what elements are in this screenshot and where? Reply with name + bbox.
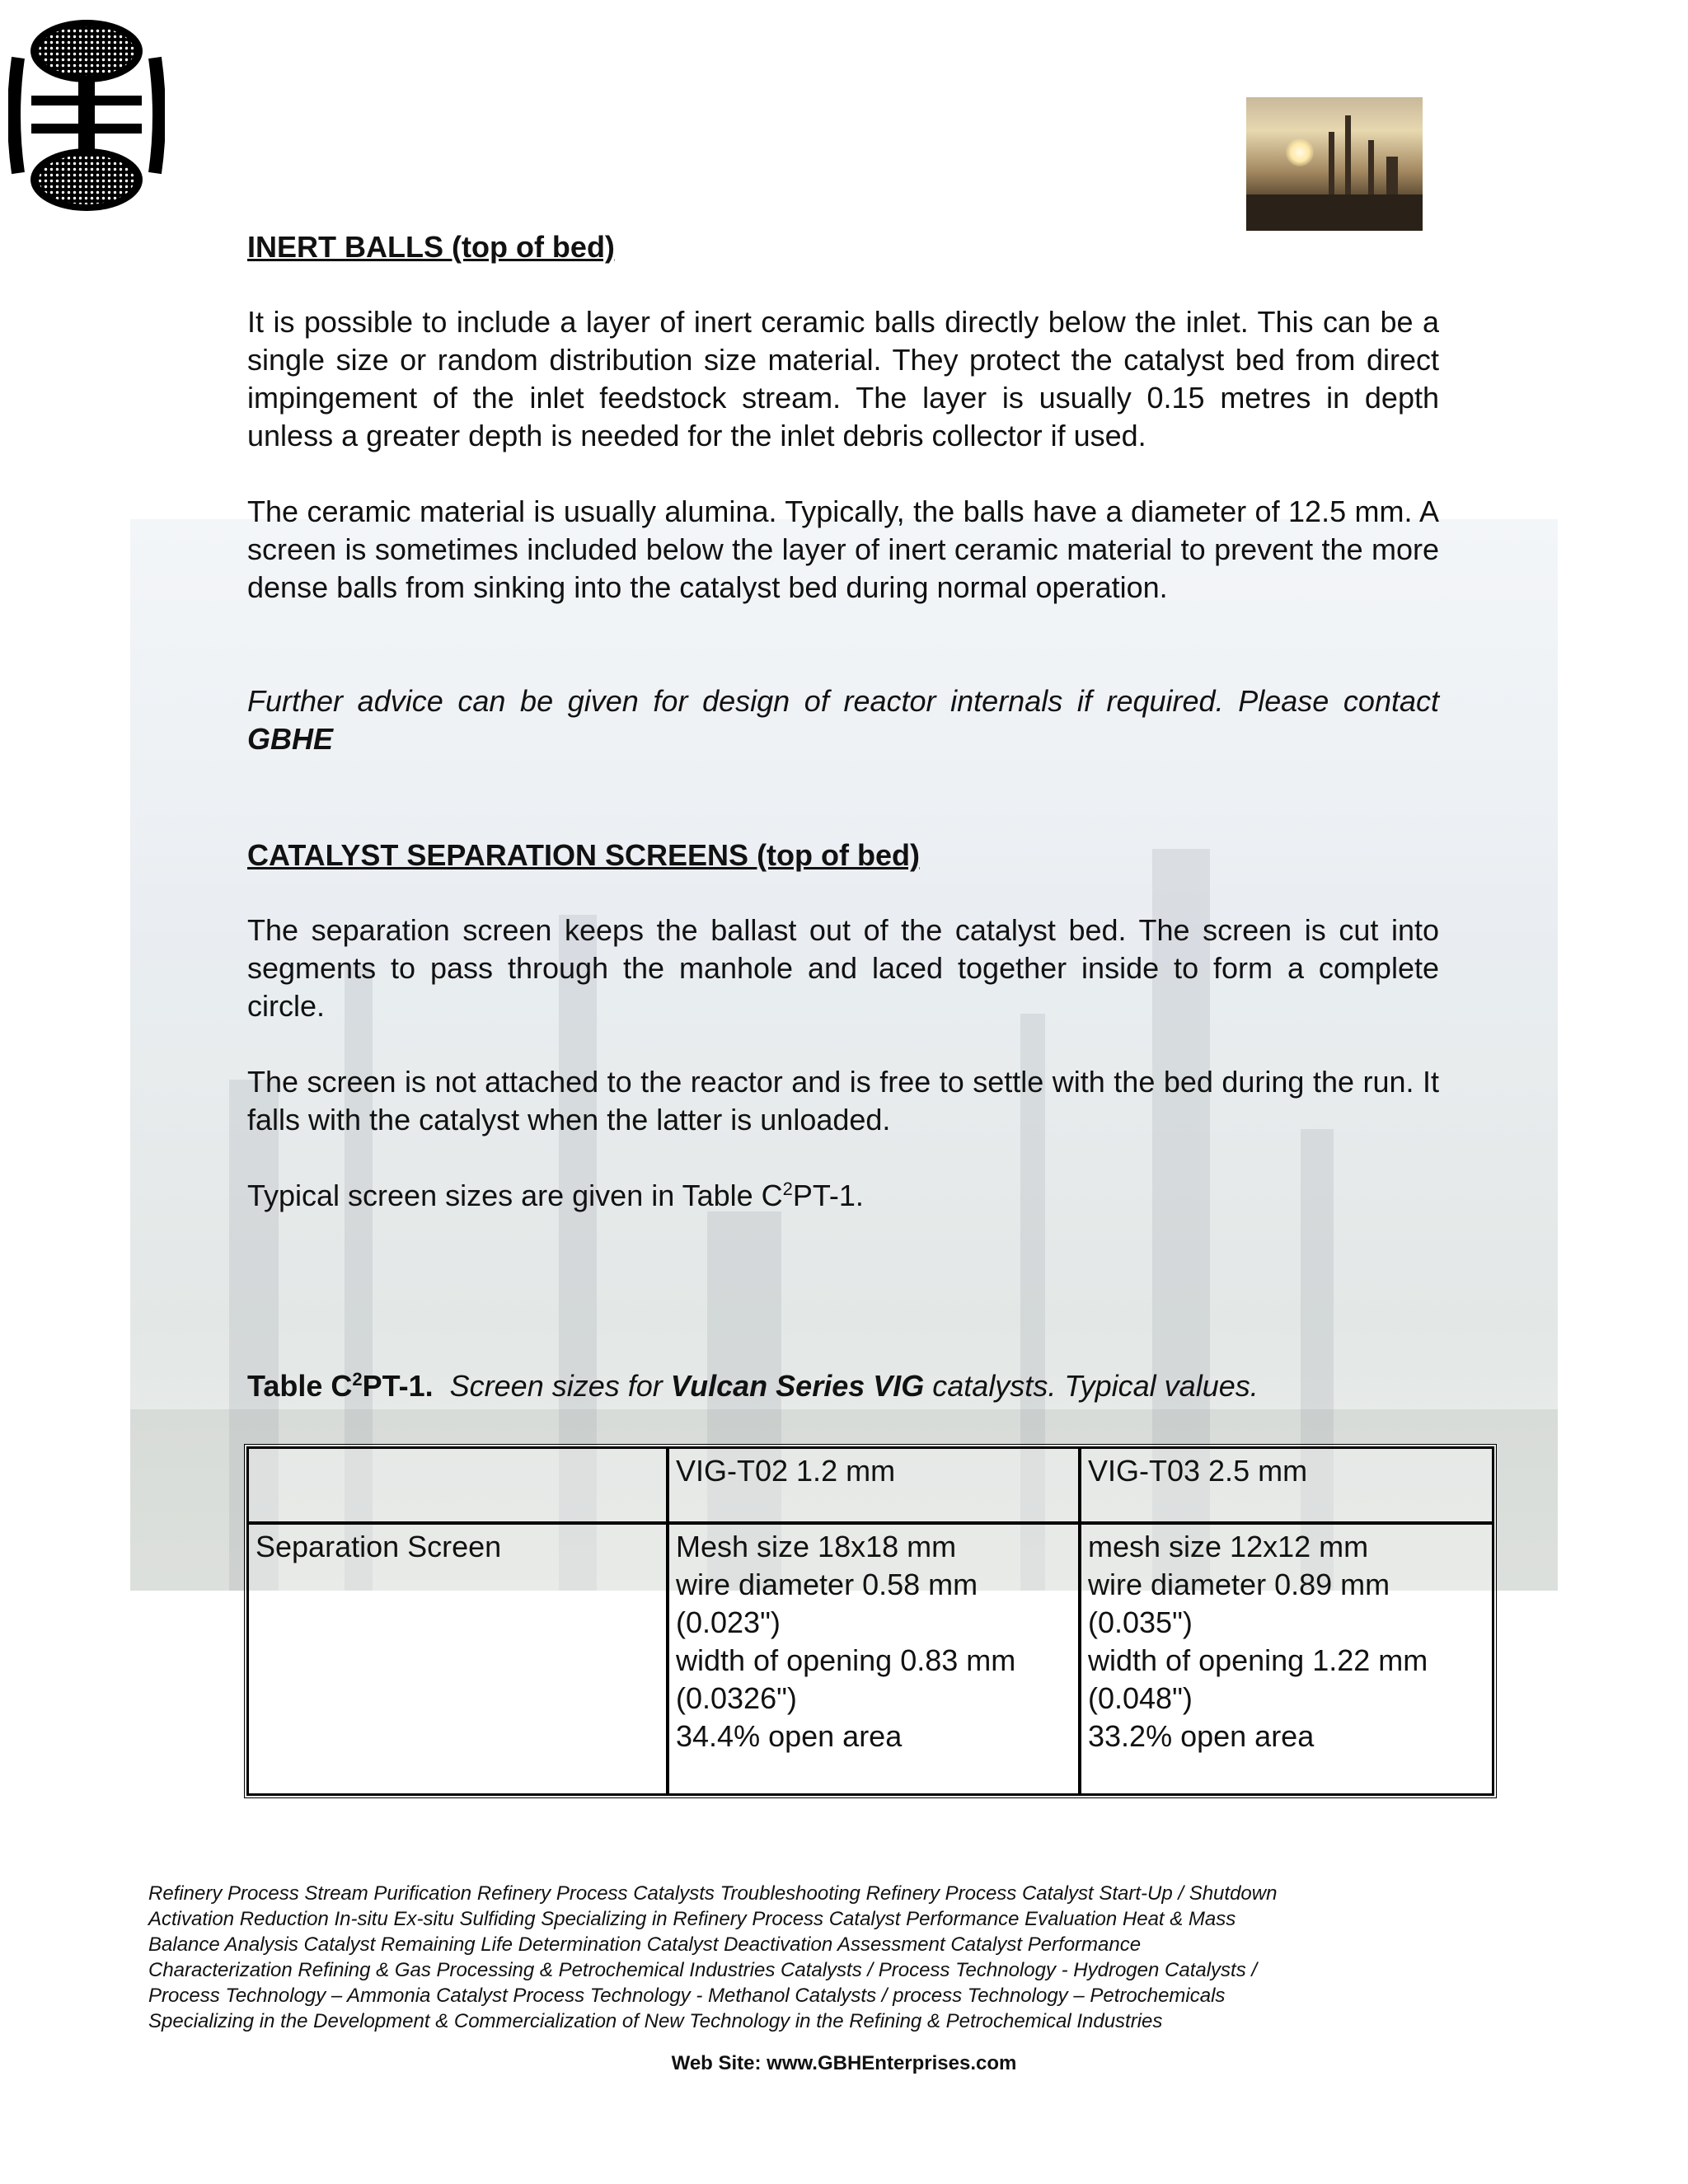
cell-line: (0.023") [676, 1605, 781, 1639]
table-row-label: Separation Screen [247, 1523, 668, 1795]
table-caption-text: Screen sizes for Vulcan Series VIG catalysts. Typical values. [449, 1369, 1259, 1403]
advice-paragraph [247, 682, 1439, 758]
inert-balls-heading: INERT BALLS (top of bed) [247, 230, 615, 264]
cell-line: 34.4% open area [676, 1719, 903, 1753]
table-caption-label: Table $C^2PT-1$. [247, 1369, 434, 1403]
cell-line: Mesh size 18x18 mm [676, 1530, 957, 1563]
screens-paragraph-3 [247, 1177, 1439, 1215]
table-header-cell: VIG-T03 2.5 mm [1080, 1447, 1493, 1523]
table-header-cell [247, 1447, 668, 1523]
footer-line: Characterization Refining & Gas Processing & Petrochemical Industries Catalysts / Process Technology - Hydrogen Catalysts / [148, 1959, 1258, 1981]
screens-p3-post: PT-1. [792, 1179, 864, 1212]
footer-line: Balance Analysis Catalyst Remaining Life Determination Catalyst Deactivation Assessment Catalyst Performance [148, 1933, 1142, 1956]
table-cell-vig-t02 [668, 1523, 1080, 1795]
footer-line: Specializing in the Development & Commercialization of New Technology in the Refining & Petrochemical Industries [148, 2010, 1163, 2032]
cell-line: (0.0326") [676, 1681, 797, 1715]
cell-line: 33.2% open area [1088, 1719, 1315, 1753]
advice-text: Further advice can be given for design of reactor internals if required. Please contact [247, 684, 1439, 718]
screens-p3-sup: 2 [782, 1179, 793, 1199]
footer-line: Activation Reduction In-situ Ex-situ Sulfiding Specializing in Refinery Process Catalyst Performance Evaluation Heat & Mass [148, 1908, 1236, 1930]
screens-paragraph-2: The screen is not attached to the reactor and is free to settle with the bed during the run. It falls with the catalyst when the latter is unloaded. [247, 1065, 1439, 1137]
cell-line: (0.048") [1088, 1681, 1193, 1715]
table-row [247, 1523, 1493, 1795]
cell-line: width of opening 1.22 mm [1088, 1643, 1428, 1677]
inert-paragraph-2: The ceramic material is usually alumina. Typically, the balls have a diameter of 12.5 mm. A screen is sometimes included below the layer of inert ceramic material to prevent the more dense balls from sinking into the catalyst bed during normal operation. [247, 494, 1439, 604]
screens-p3-text: Typical screen sizes are given in Table C [247, 1179, 783, 1212]
refinery-sunset-photo [1246, 97, 1423, 231]
website-link[interactable]: Web Site: www.GBHEnterprises.com [671, 2052, 1017, 2074]
footer-services-text [148, 1881, 1434, 2034]
main-content [247, 229, 1439, 1215]
cell-line: mesh size 12x12 mm [1088, 1530, 1369, 1563]
table-caption [247, 1368, 1259, 1404]
separation-screens-heading: CATALYST SEPARATION SCREENS (top of bed) [247, 838, 920, 872]
inert-paragraph-1: It is possible to include a layer of inert ceramic balls directly below the inlet. This can be a single size or random distribution size material. They protect the catalyst bed from direct impingement of the inlet feedstock stream. The layer is usually 0.15 metres in depth unless a greater depth is needed for the inlet debris collector if used. [247, 305, 1439, 452]
cell-line: (0.035") [1088, 1605, 1193, 1639]
table-cell-vig-t03 [1080, 1523, 1493, 1795]
screens-paragraph-1: The separation screen keeps the ballast out of the catalyst bed. The screen is cut into segments to pass through the manhole and laced together inside to form a complete circle. [247, 913, 1439, 1023]
footer-line: Process Technology – Ammonia Catalyst Process Technology - Methanol Catalysts / process Technology – Petrochemicals [148, 1985, 1226, 2007]
table-header-row [247, 1447, 1493, 1523]
cell-line: width of opening 0.83 mm [676, 1643, 1016, 1677]
cell-line: wire diameter 0.89 mm [1088, 1568, 1390, 1601]
footer-line: Refinery Process Stream Purification Refinery Process Catalysts Troubleshooting Refinery Process Catalyst Start-Up / Shutdown [148, 1882, 1278, 1905]
cell-line: wire diameter 0.58 mm [676, 1568, 978, 1601]
screen-sizes-table [244, 1444, 1497, 1798]
gbhe-logo [8, 16, 165, 214]
advice-company: GBHE [247, 722, 334, 756]
table-header-cell: VIG-T02 1.2 mm [668, 1447, 1080, 1523]
